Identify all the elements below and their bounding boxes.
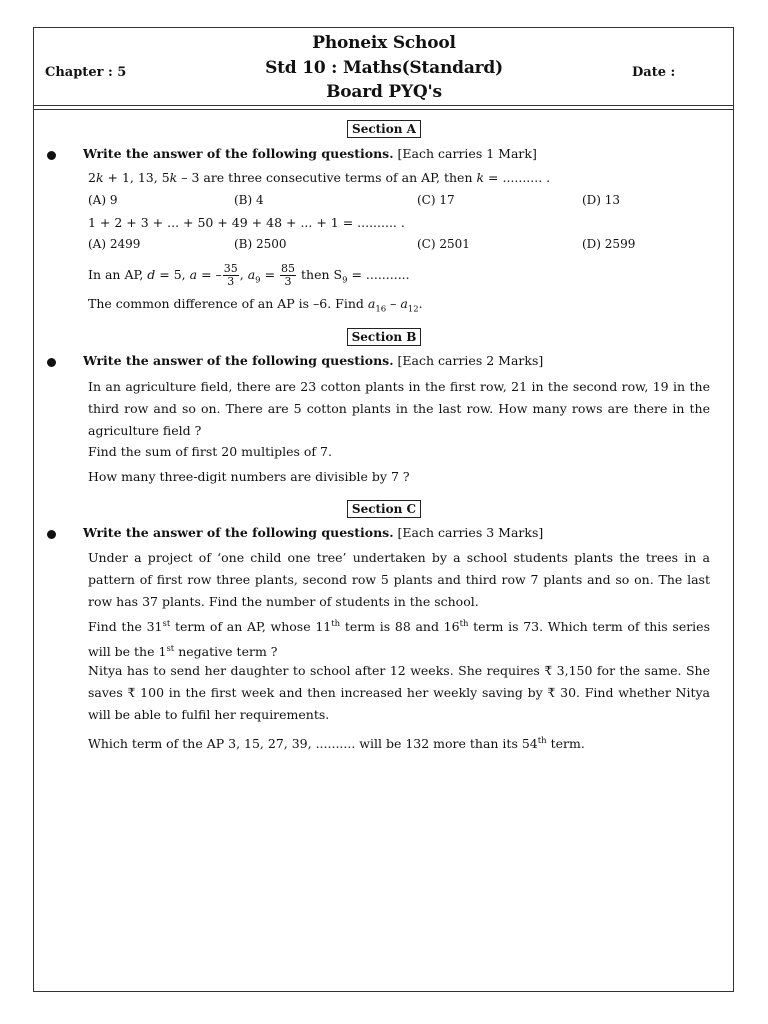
- instruction-text: Write the answer of the following questions.: [83, 146, 394, 161]
- question-c4: Which term of the AP 3, 15, 27, 39, .......... will be 132 more than its 54th term.: [88, 736, 585, 752]
- date-label: Date :: [632, 65, 676, 80]
- section-b-title: Section B: [347, 328, 422, 346]
- option-d: (D) 13: [582, 193, 621, 207]
- question-c3: Nitya has to send her daughter to school after 12 weeks. She requires ₹ 3,150 for the same. She saves ₹ 100 in the first week and then increased her weekly saving by ₹ 30. Find whether Nitya will be able to fulfil her requirements.: [88, 663, 710, 722]
- section-b-heading: [0, 326, 768, 346]
- marks-text: [Each carries 2 Marks]: [397, 353, 544, 368]
- question-b3: How many three-digit numbers are divisible by 7 ?: [88, 469, 410, 484]
- question-a3: In an AP, d = 5, a = – $\frac{35}{3}$ , $a_9$ = $\frac{85}{3}$ then $S_9$ = ...........: [88, 262, 410, 288]
- bullet-icon: [47, 151, 56, 160]
- question-b1: In an agriculture field, there are 23 cotton plants in the first row, 21 in the second row, 19 in the third row and so on. There are 5 cotton plants in the last row. How many rows are there in the agriculture field ?: [88, 379, 710, 438]
- section-c-title: Section C: [347, 500, 421, 518]
- header-divider: [34, 105, 734, 106]
- section-a-instruction: [83, 146, 537, 161]
- question-a4: The common difference of an AP is –6. Find $a_{16} - a_{12}$.: [88, 296, 423, 315]
- option-c: (C) 17: [417, 193, 455, 207]
- question-b2: Find the sum of first 20 multiples of 7.: [88, 444, 332, 459]
- question-c1: Under a project of ‘one child one tree’ undertaken by a school students plants the trees in a pattern of first row three plants, second row 5 plants and third row 7 plants and so on. The last row has 37 plants. Find the number of students in the school.: [88, 550, 710, 609]
- header-divider-second: [34, 109, 734, 110]
- question-a1: 2k + 1, 13, 5k – 3 are three consecutive terms of an AP, then k = .......... .: [88, 170, 551, 185]
- bullet-icon: [47, 530, 56, 539]
- marks-text: [Each carries 3 Marks]: [397, 525, 544, 540]
- fraction: $\frac{85}{3}$: [281, 262, 296, 288]
- instruction-text: Write the answer of the following questions.: [83, 525, 394, 540]
- section-b-instruction: [83, 353, 543, 368]
- option-c: (C) 2501: [417, 237, 470, 251]
- option-a: (A) 9: [88, 193, 118, 207]
- standard-title: Std 10 : Maths(Standard): [265, 58, 503, 78]
- option-d: (D) 2599: [582, 237, 636, 251]
- chapter-label: Chapter : 5: [45, 65, 127, 80]
- section-a-title: Section A: [347, 120, 421, 138]
- instruction-text: Write the answer of the following questions.: [83, 353, 394, 368]
- option-b: (B) 4: [234, 193, 264, 207]
- fraction: $\frac{35}{3}$: [223, 262, 238, 288]
- option-a: (A) 2499: [88, 237, 141, 251]
- section-c-instruction: [83, 525, 543, 540]
- bullet-icon: [47, 358, 56, 367]
- option-b: (B) 2500: [234, 237, 287, 251]
- section-c-heading: [0, 498, 768, 518]
- question-c2: Find the 31st term of an AP, whose 11th term is 88 and 16th term is 73. Which term of this series will be the 1st negative term ?: [88, 619, 710, 660]
- paper-title: Board PYQ's: [326, 82, 442, 102]
- section-a-heading: [0, 118, 768, 138]
- marks-text: [Each carries 1 Mark]: [397, 146, 537, 161]
- school-name: Phoneix School: [312, 33, 456, 53]
- question-a2: 1 + 2 + 3 + ... + 50 + 49 + 48 + ... + 1 = .......... .: [88, 215, 405, 230]
